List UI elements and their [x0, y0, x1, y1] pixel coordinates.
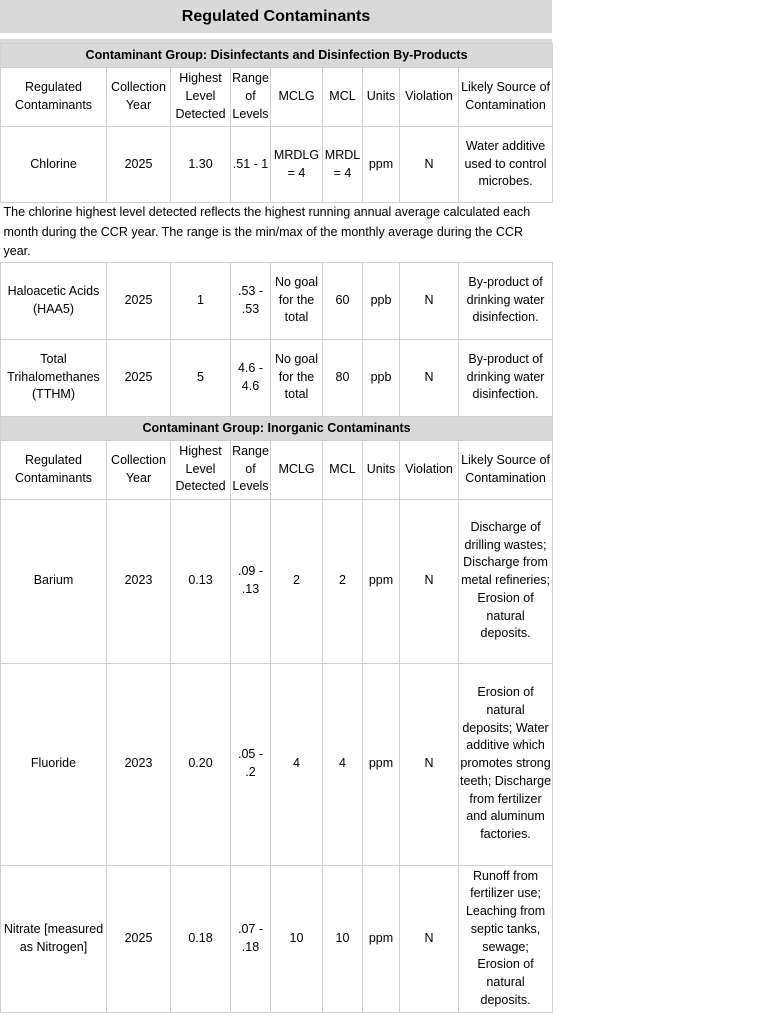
cell-contaminant: Barium: [1, 499, 107, 663]
table-row: [1, 339, 553, 416]
cell-contaminant: Chlorine: [1, 127, 107, 203]
cell-mcl: 60: [323, 262, 363, 339]
cell-collection-year: 2025: [107, 262, 171, 339]
cell-collection-year: 2025: [107, 865, 171, 1012]
cell-range: .05 - .2: [231, 663, 271, 865]
cell-units: ppb: [363, 262, 400, 339]
header-collection-year: Collection Year: [107, 440, 171, 499]
footnote-text: The chlorine highest level detected reflects the highest running annual average calculated each month during the CCR year. The range is the min/max of the monthly average during the CCR year.: [1, 203, 553, 263]
cell-mcl: 80: [323, 339, 363, 416]
cell-mcl: MRDL = 4: [323, 127, 363, 203]
cell-highest-level: 5: [171, 339, 231, 416]
report-title: Regulated Contaminants: [0, 0, 552, 33]
table-row: [1, 663, 553, 865]
header-likely-source: Likely Source of Contamination: [459, 440, 553, 499]
cell-range: .09 - .13: [231, 499, 271, 663]
header-highest-level: Highest Level Detected: [171, 68, 231, 127]
cell-mclg: MRDLG = 4: [271, 127, 323, 203]
header-units: Units: [363, 440, 400, 499]
cell-contaminant: Haloacetic Acids (HAA5): [1, 262, 107, 339]
column-header-row: [1, 68, 553, 127]
column-header-row: [1, 440, 553, 499]
table-row: [1, 127, 553, 203]
table-row: [1, 865, 553, 1012]
header-mcl: MCL: [323, 440, 363, 499]
header-mcl: MCL: [323, 68, 363, 127]
header-units: Units: [363, 68, 400, 127]
cell-highest-level: 1: [171, 262, 231, 339]
group-header-row: [1, 416, 553, 440]
header-violation: Violation: [400, 440, 459, 499]
header-likely-source: Likely Source of Contamination: [459, 68, 553, 127]
table-row: [1, 262, 553, 339]
header-violation: Violation: [400, 68, 459, 127]
cell-violation: N: [400, 499, 459, 663]
cell-mclg: No goal for the total: [271, 262, 323, 339]
header-contaminant: Regulated Contaminants: [1, 440, 107, 499]
cell-highest-level: 0.20: [171, 663, 231, 865]
cell-units: ppb: [363, 339, 400, 416]
cell-contaminant: Fluoride: [1, 663, 107, 865]
group-header-row: [1, 44, 553, 68]
cell-collection-year: 2025: [107, 127, 171, 203]
cell-highest-level: 0.13: [171, 499, 231, 663]
cell-violation: N: [400, 339, 459, 416]
cell-likely-source: Discharge of drilling wastes; Discharge from metal refineries; Erosion of natural deposits.: [459, 499, 553, 663]
cell-mclg: 4: [271, 663, 323, 865]
header-range: Range of Levels: [231, 68, 271, 127]
header-highest-level: Highest Level Detected: [171, 440, 231, 499]
cell-mcl: 10: [323, 865, 363, 1012]
header-contaminant: Regulated Contaminants: [1, 68, 107, 127]
header-range: Range of Levels: [231, 440, 271, 499]
table-row: [1, 499, 553, 663]
cell-collection-year: 2025: [107, 339, 171, 416]
cell-range: 4.6 - 4.6: [231, 339, 271, 416]
cell-range: .51 - 1: [231, 127, 271, 203]
cell-mclg: 2: [271, 499, 323, 663]
cell-likely-source: By-product of drinking water disinfection.: [459, 262, 553, 339]
contaminant-group-label: Contaminant Group: Inorganic Contaminants: [1, 416, 553, 440]
cell-violation: N: [400, 865, 459, 1012]
cell-mclg: No goal for the total: [271, 339, 323, 416]
cell-highest-level: 1.30: [171, 127, 231, 203]
header-collection-year: Collection Year: [107, 68, 171, 127]
cell-units: ppm: [363, 865, 400, 1012]
contaminants-table: [0, 43, 553, 1013]
cell-likely-source: Water additive used to control microbes.: [459, 127, 553, 203]
cell-highest-level: 0.18: [171, 865, 231, 1012]
cell-units: ppm: [363, 127, 400, 203]
cell-contaminant: Total Trihalomethanes (TTHM): [1, 339, 107, 416]
cell-likely-source: Runoff from fertilizer use; Leaching from septic tanks, sewage; Erosion of natural deposits.: [459, 865, 553, 1012]
header-mclg: MCLG: [271, 440, 323, 499]
cell-contaminant: Nitrate [measured as Nitrogen]: [1, 865, 107, 1012]
header-mclg: MCLG: [271, 68, 323, 127]
cell-likely-source: By-product of drinking water disinfection.: [459, 339, 553, 416]
cell-violation: N: [400, 262, 459, 339]
cell-mclg: 10: [271, 865, 323, 1012]
cell-mcl: 4: [323, 663, 363, 865]
cell-units: ppm: [363, 499, 400, 663]
cell-violation: N: [400, 663, 459, 865]
cell-range: .53 - .53: [231, 262, 271, 339]
cell-mcl: 2: [323, 499, 363, 663]
contaminant-group-label: Contaminant Group: Disinfectants and Disinfection By-Products: [1, 44, 553, 68]
cell-violation: N: [400, 127, 459, 203]
cell-collection-year: 2023: [107, 499, 171, 663]
cell-range: .07 - .18: [231, 865, 271, 1012]
cell-collection-year: 2023: [107, 663, 171, 865]
footnote-row: [1, 203, 553, 263]
cell-likely-source: Erosion of natural deposits; Water additive which promotes strong teeth; Discharge from fertilizer and aluminum factories.: [459, 663, 553, 865]
cell-units: ppm: [363, 663, 400, 865]
